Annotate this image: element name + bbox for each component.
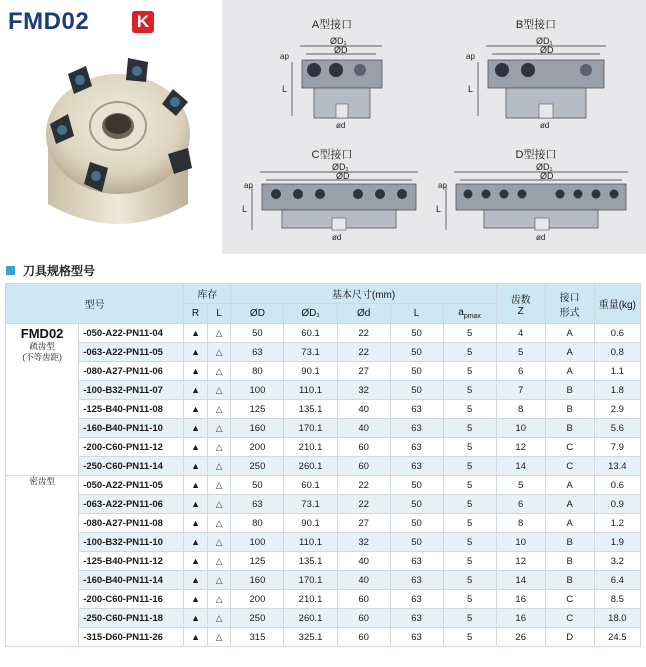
- header-dims: 基本尺寸(mm): [231, 284, 496, 304]
- cell-d: 40: [337, 400, 390, 419]
- cell-L: 50: [390, 533, 443, 552]
- cell-z: 7: [496, 381, 545, 400]
- cutter-photo: [28, 44, 208, 244]
- diagram-a-d1-label: ØD₁: [330, 36, 347, 46]
- cell-type: B: [545, 419, 594, 438]
- header-bore: Ød: [337, 304, 390, 324]
- cell-D: 160: [231, 571, 284, 590]
- cell-type: B: [545, 381, 594, 400]
- spec-table: [5, 283, 641, 647]
- series-name: FMD02: [20, 326, 64, 341]
- cell-D1: 90.1: [284, 362, 337, 381]
- diagram-a-l-label: L: [282, 84, 288, 94]
- diagram-c-ap-label: ap: [244, 181, 253, 190]
- cell-D: 50: [231, 476, 284, 495]
- diagram-d-ap-label: ap: [438, 181, 447, 190]
- model-code: -080-A27-PN11-06: [79, 362, 184, 381]
- cell-ap: 5: [443, 438, 496, 457]
- diagram-a-ap-label: ap: [280, 52, 289, 61]
- table-row: [6, 438, 641, 457]
- cell-L: 50: [390, 514, 443, 533]
- diagram-d: [436, 134, 636, 252]
- diagram-b: [436, 4, 636, 129]
- cell-D: 125: [231, 552, 284, 571]
- header-length: L: [390, 304, 443, 324]
- table-row: [6, 609, 641, 628]
- stock-r-icon: ▲: [184, 324, 208, 343]
- stock-l-icon: △: [207, 514, 231, 533]
- cell-L: 50: [390, 495, 443, 514]
- diagram-c-bore-label: ød: [332, 233, 342, 242]
- cell-ap: 5: [443, 590, 496, 609]
- table-row: [6, 324, 641, 343]
- cell-D: 80: [231, 362, 284, 381]
- cell-D1: 170.1: [284, 419, 337, 438]
- cell-z: 14: [496, 457, 545, 476]
- cell-D: 125: [231, 400, 284, 419]
- cell-type: C: [545, 590, 594, 609]
- model-code: -250-C60-PN11-14: [79, 457, 184, 476]
- stock-l-icon: △: [207, 400, 231, 419]
- cell-D: 200: [231, 438, 284, 457]
- stock-l-icon: △: [207, 362, 231, 381]
- cell-D1: 135.1: [284, 400, 337, 419]
- brand-logo: K: [132, 11, 154, 33]
- interface-diagrams: [222, 0, 646, 254]
- cell-L: 50: [390, 476, 443, 495]
- cell-type: C: [545, 609, 594, 628]
- cell-L: 63: [390, 628, 443, 647]
- diagram-b-ap-label: ap: [466, 52, 475, 61]
- cell-ap: 5: [443, 628, 496, 647]
- cell-ap: 5: [443, 343, 496, 362]
- cell-z: 10: [496, 419, 545, 438]
- diagram-a-title: A型接口: [311, 19, 353, 31]
- stock-l-icon: △: [207, 324, 231, 343]
- stock-l-icon: △: [207, 571, 231, 590]
- diagram-c-title: C型接口: [311, 149, 353, 161]
- diagram-d-bore-label: ød: [536, 233, 546, 242]
- cell-type: A: [545, 476, 594, 495]
- cell-type: A: [545, 495, 594, 514]
- cell-D: 63: [231, 495, 284, 514]
- stock-r-icon: ▲: [184, 400, 208, 419]
- cell-D1: 110.1: [284, 533, 337, 552]
- stock-l-icon: △: [207, 457, 231, 476]
- cell-d: 60: [337, 609, 390, 628]
- diagram-a-bore-label: ød: [336, 121, 346, 129]
- table-row: [6, 590, 641, 609]
- cell-type: C: [545, 457, 594, 476]
- diagram-d-d-label: ØD: [540, 171, 554, 181]
- cell-type: B: [545, 552, 594, 571]
- cell-L: 63: [390, 552, 443, 571]
- table-row: [6, 628, 641, 647]
- spec-table-body: [6, 324, 641, 647]
- cell-L: 63: [390, 571, 443, 590]
- product-title: FMD02: [8, 8, 90, 35]
- cell-type: D: [545, 628, 594, 647]
- cell-d: 60: [337, 628, 390, 647]
- model-code: -125-B40-PN11-12: [79, 552, 184, 571]
- cell-ap: 5: [443, 324, 496, 343]
- cell-D: 100: [231, 533, 284, 552]
- cell-type: B: [545, 571, 594, 590]
- diagram-a: [232, 4, 432, 129]
- diagram-c-drawing: [232, 134, 432, 252]
- cell-D1: 110.1: [284, 381, 337, 400]
- model-code: -315-D60-PN11-26: [79, 628, 184, 647]
- diagram-d-drawing: [436, 134, 636, 252]
- stock-l-icon: △: [207, 609, 231, 628]
- stock-l-icon: △: [207, 552, 231, 571]
- cell-z: 8: [496, 400, 545, 419]
- stock-l-icon: △: [207, 343, 231, 362]
- stock-r-icon: ▲: [184, 495, 208, 514]
- cell-D: 100: [231, 381, 284, 400]
- cell-L: 63: [390, 609, 443, 628]
- header-l: L: [207, 304, 231, 324]
- table-row: [6, 343, 641, 362]
- cell-d: 27: [337, 362, 390, 381]
- cell-z: 12: [496, 552, 545, 571]
- series-subtitle: 密齿型: [29, 476, 55, 486]
- cell-w: 1.8: [594, 381, 640, 400]
- section-marker-icon: [6, 266, 15, 275]
- cell-type: A: [545, 343, 594, 362]
- cell-ap: 5: [443, 362, 496, 381]
- model-code: -250-C60-PN11-18: [79, 609, 184, 628]
- cell-D1: 210.1: [284, 590, 337, 609]
- diagram-c-d1-label: ØD₁: [332, 162, 349, 172]
- cell-d: 40: [337, 552, 390, 571]
- model-code: -200-C60-PN11-12: [79, 438, 184, 457]
- cell-L: 50: [390, 381, 443, 400]
- header-D1: ØD₁: [284, 304, 337, 324]
- cell-w: 0.6: [594, 476, 640, 495]
- header-model: 型号: [6, 284, 184, 324]
- diagram-b-d-label: ØD: [540, 45, 554, 55]
- cell-L: 50: [390, 324, 443, 343]
- series-cell: [6, 476, 79, 647]
- stock-l-icon: △: [207, 476, 231, 495]
- table-row: [6, 552, 641, 571]
- cell-ap: 5: [443, 609, 496, 628]
- cell-D: 63: [231, 343, 284, 362]
- cell-w: 1.1: [594, 362, 640, 381]
- stock-r-icon: ▲: [184, 590, 208, 609]
- cell-ap: 5: [443, 476, 496, 495]
- cell-z: 6: [496, 362, 545, 381]
- model-code: -050-A22-PN11-04: [79, 324, 184, 343]
- cell-D: 50: [231, 324, 284, 343]
- stock-l-icon: △: [207, 495, 231, 514]
- table-row: [6, 571, 641, 590]
- cell-d: 40: [337, 571, 390, 590]
- cell-ap: 5: [443, 552, 496, 571]
- cell-z: 5: [496, 476, 545, 495]
- table-row: [6, 419, 641, 438]
- stock-r-icon: ▲: [184, 343, 208, 362]
- table-row: [6, 476, 641, 495]
- section-heading: [6, 262, 95, 278]
- cell-z: 8: [496, 514, 545, 533]
- model-code: -063-A22-PN11-05: [79, 343, 184, 362]
- table-row: [6, 362, 641, 381]
- cell-D1: 73.1: [284, 495, 337, 514]
- cell-type: A: [545, 514, 594, 533]
- cell-D: 80: [231, 514, 284, 533]
- cell-ap: 5: [443, 419, 496, 438]
- model-code: -160-B40-PN11-14: [79, 571, 184, 590]
- stock-r-icon: ▲: [184, 628, 208, 647]
- cell-z: 6: [496, 495, 545, 514]
- cell-z: 26: [496, 628, 545, 647]
- cell-z: 5: [496, 343, 545, 362]
- table-row: [6, 381, 641, 400]
- cell-ap: 5: [443, 495, 496, 514]
- cell-d: 22: [337, 324, 390, 343]
- cell-D1: 210.1: [284, 438, 337, 457]
- cell-D: 200: [231, 590, 284, 609]
- diagram-b-bore-label: ød: [540, 121, 550, 129]
- header-interface: 接口 形式: [545, 284, 594, 324]
- cell-w: 2.9: [594, 400, 640, 419]
- cell-w: 6.4: [594, 571, 640, 590]
- cell-L: 50: [390, 362, 443, 381]
- cell-D: 250: [231, 609, 284, 628]
- stock-r-icon: ▲: [184, 609, 208, 628]
- stock-r-icon: ▲: [184, 552, 208, 571]
- cell-D1: 73.1: [284, 343, 337, 362]
- cell-w: 3.2: [594, 552, 640, 571]
- cell-w: 1.9: [594, 533, 640, 552]
- cell-ap: 5: [443, 400, 496, 419]
- header-weight: 重量(kg): [594, 284, 640, 324]
- cell-ap: 5: [443, 381, 496, 400]
- model-code: -125-B40-PN11-08: [79, 400, 184, 419]
- cell-d: 32: [337, 533, 390, 552]
- cell-d: 22: [337, 343, 390, 362]
- model-code: -100-B32-PN11-07: [79, 381, 184, 400]
- cell-d: 60: [337, 438, 390, 457]
- cell-D1: 325.1: [284, 628, 337, 647]
- cell-d: 40: [337, 419, 390, 438]
- stock-l-icon: △: [207, 533, 231, 552]
- stock-l-icon: △: [207, 590, 231, 609]
- stock-r-icon: ▲: [184, 438, 208, 457]
- cell-D1: 260.1: [284, 609, 337, 628]
- cell-ap: 5: [443, 457, 496, 476]
- cell-d: 60: [337, 457, 390, 476]
- cell-d: 60: [337, 590, 390, 609]
- table-row: [6, 533, 641, 552]
- cell-z: 10: [496, 533, 545, 552]
- cell-D1: 60.1: [284, 476, 337, 495]
- diagram-c: [232, 134, 432, 252]
- cell-L: 63: [390, 590, 443, 609]
- cell-D1: 90.1: [284, 514, 337, 533]
- cell-D1: 60.1: [284, 324, 337, 343]
- cell-d: 22: [337, 495, 390, 514]
- cell-d: 32: [337, 381, 390, 400]
- table-row: [6, 400, 641, 419]
- section-title: 刀具规格型号: [23, 263, 96, 278]
- cell-L: 63: [390, 438, 443, 457]
- cell-D: 250: [231, 457, 284, 476]
- stock-l-icon: △: [207, 628, 231, 647]
- diagram-a-drawing: [232, 4, 432, 129]
- stock-l-icon: △: [207, 381, 231, 400]
- cell-D1: 135.1: [284, 552, 337, 571]
- cell-L: 63: [390, 457, 443, 476]
- stock-r-icon: ▲: [184, 419, 208, 438]
- cell-D: 315: [231, 628, 284, 647]
- cell-D: 160: [231, 419, 284, 438]
- stock-r-icon: ▲: [184, 514, 208, 533]
- cell-D1: 170.1: [284, 571, 337, 590]
- product-header: [0, 0, 646, 258]
- stock-r-icon: ▲: [184, 476, 208, 495]
- model-code: -050-A22-PN11-05: [79, 476, 184, 495]
- cell-w: 5.6: [594, 419, 640, 438]
- cell-z: 14: [496, 571, 545, 590]
- diagram-c-d-label: ØD: [336, 171, 350, 181]
- table-row: [6, 514, 641, 533]
- diagram-d-d1-label: ØD₁: [536, 162, 553, 172]
- cell-z: 12: [496, 438, 545, 457]
- cell-L: 50: [390, 343, 443, 362]
- cell-type: B: [545, 400, 594, 419]
- cell-d: 27: [337, 514, 390, 533]
- cell-type: B: [545, 533, 594, 552]
- cell-z: 16: [496, 609, 545, 628]
- cell-w: 0.9: [594, 495, 640, 514]
- diagram-b-title: B型接口: [515, 19, 557, 31]
- stock-l-icon: △: [207, 419, 231, 438]
- diagram-b-drawing: [436, 4, 636, 129]
- cell-w: 24.5: [594, 628, 640, 647]
- series-subtitle: 疏齿型: [29, 341, 55, 351]
- stock-r-icon: ▲: [184, 533, 208, 552]
- cell-z: 4: [496, 324, 545, 343]
- model-code: -100-B32-PN11-10: [79, 533, 184, 552]
- series-cell: [6, 324, 79, 476]
- cell-ap: 5: [443, 533, 496, 552]
- diagram-d-l-label: L: [436, 204, 442, 214]
- cell-w: 0.6: [594, 324, 640, 343]
- cell-D1: 260.1: [284, 457, 337, 476]
- cell-w: 1.2: [594, 514, 640, 533]
- cell-type: A: [545, 324, 594, 343]
- cell-w: 13.4: [594, 457, 640, 476]
- diagram-d-title: D型接口: [515, 149, 557, 161]
- cell-d: 22: [337, 476, 390, 495]
- series-note: (不等齿距): [22, 352, 62, 362]
- stock-r-icon: ▲: [184, 381, 208, 400]
- diagram-a-d-label: ØD: [334, 45, 348, 55]
- diagram-b-l-label: L: [468, 84, 474, 94]
- cell-z: 16: [496, 590, 545, 609]
- model-code: -080-A27-PN11-08: [79, 514, 184, 533]
- header-ap: $a_{pmax}$: [443, 304, 496, 324]
- table-row: [6, 457, 641, 476]
- cell-w: 18.0: [594, 609, 640, 628]
- cell-w: 0.8: [594, 343, 640, 362]
- header-teeth: 齿数 Z: [496, 284, 545, 324]
- header-D: ØD: [231, 304, 284, 324]
- cell-w: 8.5: [594, 590, 640, 609]
- table-row: [6, 495, 641, 514]
- diagram-c-l-label: L: [242, 204, 248, 214]
- header-stock: 库存: [184, 284, 231, 304]
- cell-ap: 5: [443, 514, 496, 533]
- stock-r-icon: ▲: [184, 457, 208, 476]
- model-code: -063-A22-PN11-06: [79, 495, 184, 514]
- stock-r-icon: ▲: [184, 571, 208, 590]
- diagram-b-d1-label: ØD₁: [536, 36, 553, 46]
- header-r: R: [184, 304, 208, 324]
- cell-type: A: [545, 362, 594, 381]
- cell-type: C: [545, 438, 594, 457]
- cell-w: 7.9: [594, 438, 640, 457]
- cell-L: 63: [390, 419, 443, 438]
- stock-r-icon: ▲: [184, 362, 208, 381]
- model-code: -200-C60-PN11-16: [79, 590, 184, 609]
- model-code: -160-B40-PN11-10: [79, 419, 184, 438]
- cell-ap: 5: [443, 571, 496, 590]
- cell-L: 63: [390, 400, 443, 419]
- stock-l-icon: △: [207, 438, 231, 457]
